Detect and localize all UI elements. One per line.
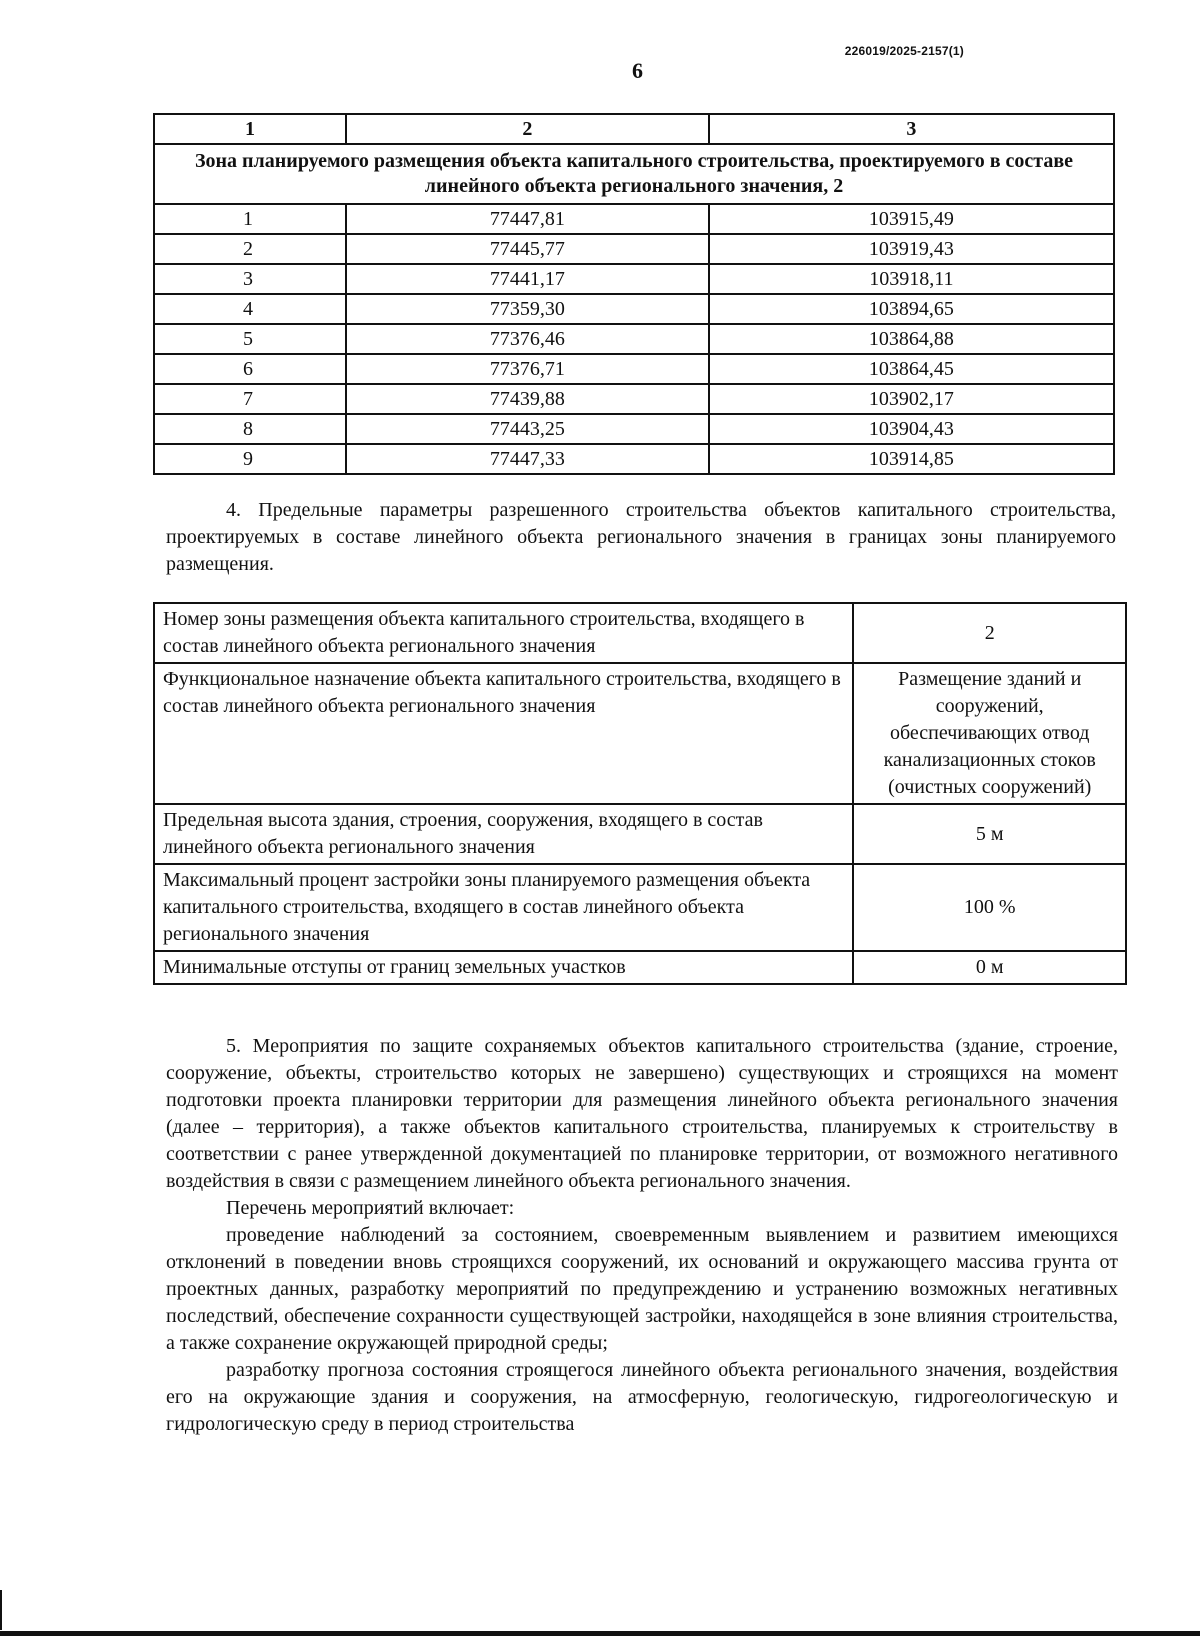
coord-x: 77376,71 — [346, 354, 709, 384]
param-label: Минимальные отступы от границ земельных участков — [154, 951, 853, 984]
table-row — [154, 354, 1114, 384]
table-row — [154, 234, 1114, 264]
section-4-text — [166, 497, 1116, 578]
point-number: 2 — [154, 234, 346, 264]
table-row — [154, 663, 1126, 804]
document-number: 226019/2025-2157(1) — [844, 44, 964, 58]
param-value: 0 м — [853, 951, 1126, 984]
coord-x: 77439,88 — [346, 384, 709, 414]
coord-y: 103864,88 — [709, 324, 1114, 354]
table-row — [154, 294, 1114, 324]
column-header: 2 — [346, 114, 709, 144]
param-label: Максимальный процент застройки зоны планируемого размещения объекта капитального строительства, входящего в состав линейного объекта регионального значения — [154, 864, 853, 951]
point-number: 7 — [154, 384, 346, 414]
measures-intro: Перечень мероприятий включает: — [226, 1197, 515, 1219]
param-label: Функциональное назначение объекта капитального строительства, входящего в состав линейного объекта регионального значения — [154, 663, 853, 804]
table-row — [154, 414, 1114, 444]
point-number: 8 — [154, 414, 346, 444]
coord-x: 77447,81 — [346, 204, 709, 234]
coord-y: 103894,65 — [709, 294, 1114, 324]
coord-x: 77441,17 — [346, 264, 709, 294]
table-row — [154, 951, 1126, 984]
point-number: 1 — [154, 204, 346, 234]
coord-y: 103919,43 — [709, 234, 1114, 264]
table-row — [154, 264, 1114, 294]
coord-x: 77445,77 — [346, 234, 709, 264]
param-value: 2 — [853, 603, 1126, 663]
point-number: 6 — [154, 354, 346, 384]
table-row — [154, 384, 1114, 414]
param-value: 5 м — [853, 804, 1126, 864]
coord-y: 103902,17 — [709, 384, 1114, 414]
table-row — [154, 444, 1114, 474]
param-value: 100 % — [853, 864, 1126, 951]
coord-x: 77376,46 — [346, 324, 709, 354]
page-number: 6 — [632, 58, 643, 83]
zone-title-row — [154, 144, 1114, 204]
table-row — [154, 804, 1126, 864]
param-value: Размещение зданий и сооружений, обеспечивающих отвод канализационных стоков (очистных сооружений) — [853, 663, 1126, 804]
coord-x: 77359,30 — [346, 294, 709, 324]
section-4-paragraph: 4. Предельные параметры разрешенного строительства объектов капитального строительства, проектируемых в составе линейного объекта регионального значения в границах зоны планируемого размещения. — [166, 499, 1116, 575]
coordinates-table — [153, 113, 1115, 475]
point-number: 4 — [154, 294, 346, 324]
coord-y: 103864,45 — [709, 354, 1114, 384]
coord-x: 77447,33 — [346, 444, 709, 474]
table-row — [154, 603, 1126, 663]
param-label: Предельная высота здания, строения, сооружения, входящего в состав линейного объекта регионального значения — [154, 804, 853, 864]
coord-x: 77443,25 — [346, 414, 709, 444]
table-row — [154, 204, 1114, 234]
coord-y: 103918,11 — [709, 264, 1114, 294]
measure-item: разработку прогноза состояния строящегося линейного объекта регионального значения, воздействия его на окружающие здания и сооружения, на атмосферную, геологическую, гидрогеологическую и гидрологическую среду в период строительства — [166, 1359, 1118, 1435]
param-label: Номер зоны размещения объекта капитального строительства, входящего в состав линейного объекта регионального значения — [154, 603, 853, 663]
section-5-text — [166, 1033, 1118, 1438]
section-5-paragraph: 5. Мероприятия по защите сохраняемых объектов капитального строительства (здание, строение, сооружение, объекты, строительство которых не завершено) существующих и строящихся на момент подготовки проекта планировки территории для размещения линейного объекта регионального значения (далее – территория), а также объектов капитального строительства, планируемых к строительству в соответствии с ранее утвержденной документацией по планировке территории, от возможного негативного воздействия в связи с размещением линейного объекта регионального значения. — [166, 1035, 1118, 1192]
coord-y: 103904,43 — [709, 414, 1114, 444]
table-row — [154, 324, 1114, 354]
parameters-table — [153, 602, 1127, 985]
zone-title: Зона планируемого размещения объекта капитального строительства, проектируемого в составе линейного объекта регионального значения, 2 — [154, 144, 1114, 204]
point-number: 9 — [154, 444, 346, 474]
column-header: 1 — [154, 114, 346, 144]
coord-y: 103914,85 — [709, 444, 1114, 474]
bottom-scan-edge — [0, 1631, 1200, 1636]
point-number: 3 — [154, 264, 346, 294]
left-scan-mark — [0, 1590, 2, 1630]
measure-item: проведение наблюдений за состоянием, своевременным выявлением и развитием имеющихся отклонений в поведении вновь строящихся сооружений, их оснований и окружающего массива грунта от проектных данных, разработку мероприятий по предупреждению и устранению возможных негативных последствий, обеспечение сохранности существующей застройки, находящейся в зоне влияния строительства, а также сохранение окружающей природной среды; — [166, 1224, 1118, 1354]
table-row — [154, 864, 1126, 951]
point-number: 5 — [154, 324, 346, 354]
column-header: 3 — [709, 114, 1114, 144]
table-header-row — [154, 114, 1114, 144]
coord-y: 103915,49 — [709, 204, 1114, 234]
